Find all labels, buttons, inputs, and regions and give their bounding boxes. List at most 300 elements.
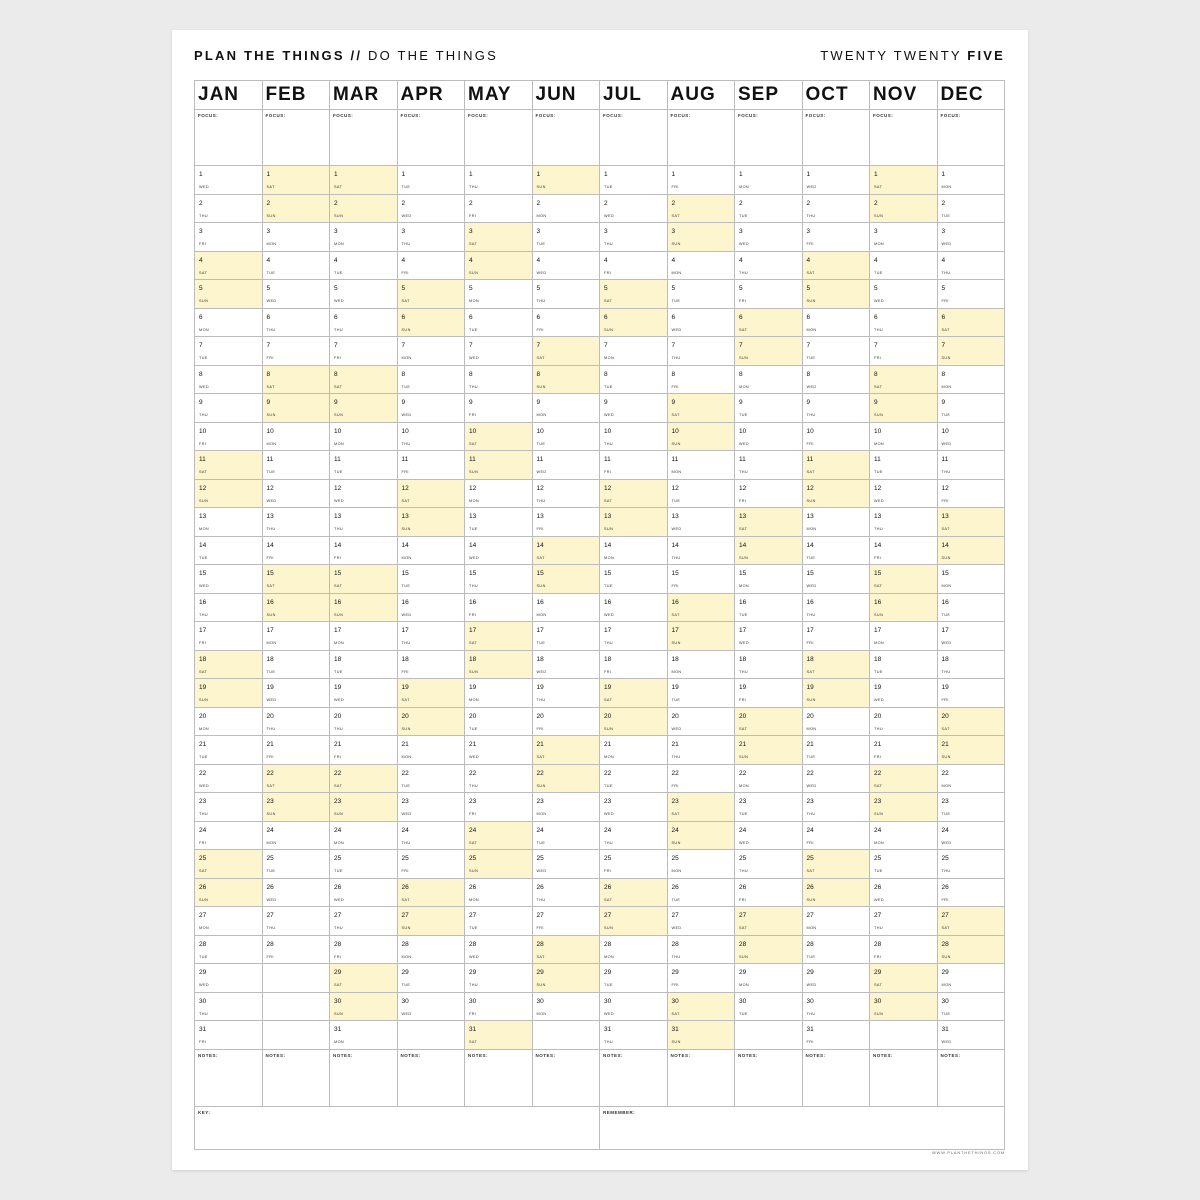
notes-cell-nov[interactable] [870,1049,938,1106]
day-cell[interactable] [600,536,668,565]
day-cell[interactable] [937,907,1005,936]
day-cell[interactable] [937,166,1005,195]
day-cell[interactable] [330,736,398,765]
day-cell[interactable] [532,679,600,708]
day-cell[interactable] [330,850,398,879]
notes-cell-sep[interactable] [735,1049,803,1106]
day-cell[interactable] [465,992,533,1021]
day-cell[interactable] [667,394,735,423]
day-cell[interactable] [735,992,803,1021]
day-cell[interactable] [870,821,938,850]
day-cell[interactable] [735,707,803,736]
day-cell[interactable] [195,593,263,622]
day-cell[interactable] [937,764,1005,793]
day-cell[interactable] [600,878,668,907]
day-cell[interactable] [195,964,263,993]
day-cell[interactable] [937,736,1005,765]
focus-cell-jun[interactable] [532,110,600,166]
day-cell[interactable] [262,565,330,594]
day-cell[interactable] [802,508,870,537]
notes-cell-dec[interactable] [937,1049,1005,1106]
day-cell[interactable] [397,166,465,195]
day-cell[interactable] [330,1021,398,1050]
day-cell[interactable] [397,764,465,793]
day-cell[interactable] [600,992,668,1021]
day-cell[interactable] [465,308,533,337]
day-cell[interactable] [465,622,533,651]
day-cell[interactable] [667,707,735,736]
day-cell[interactable] [667,422,735,451]
day-cell[interactable] [195,878,263,907]
day-cell[interactable] [802,365,870,394]
day-cell[interactable] [262,365,330,394]
day-cell[interactable] [937,707,1005,736]
day-cell[interactable] [195,337,263,366]
day-cell[interactable] [870,679,938,708]
day-cell[interactable] [330,308,398,337]
day-cell[interactable] [465,679,533,708]
day-cell[interactable] [532,878,600,907]
day-cell[interactable] [262,166,330,195]
day-cell[interactable] [195,935,263,964]
day-cell[interactable] [262,736,330,765]
day-cell[interactable] [465,479,533,508]
focus-cell-sep[interactable] [735,110,803,166]
day-cell[interactable] [735,935,803,964]
day-cell[interactable] [870,650,938,679]
day-cell[interactable] [465,907,533,936]
day-cell[interactable] [195,479,263,508]
day-cell[interactable] [667,166,735,195]
day-cell[interactable] [262,850,330,879]
day-cell[interactable] [735,479,803,508]
day-cell[interactable] [802,622,870,651]
day-cell[interactable] [195,223,263,252]
day-cell[interactable] [870,964,938,993]
day-cell[interactable] [667,964,735,993]
day-cell[interactable] [735,964,803,993]
day-cell[interactable] [397,622,465,651]
day-cell[interactable] [465,536,533,565]
day-cell[interactable] [802,251,870,280]
day-cell[interactable] [330,878,398,907]
day-cell[interactable] [465,223,533,252]
focus-cell-apr[interactable] [397,110,465,166]
day-cell[interactable] [195,194,263,223]
day-cell[interactable] [735,337,803,366]
day-cell[interactable] [195,536,263,565]
day-cell[interactable] [532,508,600,537]
day-cell[interactable] [937,337,1005,366]
day-cell[interactable] [195,622,263,651]
day-cell[interactable] [735,650,803,679]
day-cell[interactable] [262,479,330,508]
day-cell[interactable] [397,650,465,679]
day-cell[interactable] [667,251,735,280]
day-cell[interactable] [600,850,668,879]
focus-cell-aug[interactable] [667,110,735,166]
day-cell[interactable] [735,736,803,765]
day-cell[interactable] [330,935,398,964]
day-cell[interactable] [600,707,668,736]
day-cell[interactable] [937,422,1005,451]
day-cell[interactable] [532,992,600,1021]
day-cell[interactable] [937,821,1005,850]
day-cell[interactable] [262,622,330,651]
focus-cell-jan[interactable] [195,110,263,166]
day-cell[interactable] [600,166,668,195]
day-cell[interactable] [937,251,1005,280]
day-cell[interactable] [397,422,465,451]
day-cell[interactable] [802,821,870,850]
day-cell[interactable] [397,337,465,366]
day-cell[interactable] [802,650,870,679]
day-cell[interactable] [532,793,600,822]
day-cell[interactable] [937,308,1005,337]
day-cell[interactable] [330,194,398,223]
day-cell[interactable] [735,166,803,195]
day-cell[interactable] [735,821,803,850]
day-cell[interactable] [532,365,600,394]
day-cell[interactable] [870,337,938,366]
key-cell[interactable] [195,1106,600,1149]
day-cell[interactable] [465,650,533,679]
day-cell[interactable] [735,451,803,480]
day-cell[interactable] [802,166,870,195]
day-cell[interactable] [397,451,465,480]
day-cell[interactable] [397,508,465,537]
day-cell[interactable] [870,280,938,309]
day-cell[interactable] [667,907,735,936]
day-cell[interactable] [600,565,668,594]
day-cell[interactable] [532,337,600,366]
day-cell[interactable] [735,593,803,622]
day-cell[interactable] [330,593,398,622]
day-cell[interactable] [937,508,1005,537]
day-cell[interactable] [667,821,735,850]
day-cell[interactable] [937,365,1005,394]
day-cell[interactable] [262,593,330,622]
day-cell[interactable] [330,251,398,280]
day-cell[interactable] [195,992,263,1021]
day-cell[interactable] [532,394,600,423]
day-cell[interactable] [262,308,330,337]
day-cell[interactable] [600,935,668,964]
focus-cell-may[interactable] [465,110,533,166]
day-cell[interactable] [667,736,735,765]
notes-cell-aug[interactable] [667,1049,735,1106]
day-cell[interactable] [735,878,803,907]
day-cell[interactable] [600,280,668,309]
day-cell[interactable] [465,764,533,793]
day-cell[interactable] [330,793,398,822]
day-cell[interactable] [870,907,938,936]
day-cell[interactable] [195,280,263,309]
day-cell[interactable] [667,764,735,793]
day-cell[interactable] [667,508,735,537]
day-cell[interactable] [532,451,600,480]
day-cell[interactable] [937,1021,1005,1050]
day-cell[interactable] [397,251,465,280]
notes-cell-jan[interactable] [195,1049,263,1106]
day-cell[interactable] [532,223,600,252]
day-cell[interactable] [262,280,330,309]
day-cell[interactable] [600,679,668,708]
day-cell[interactable] [870,308,938,337]
day-cell[interactable] [262,451,330,480]
day-cell[interactable] [465,1021,533,1050]
day-cell[interactable] [937,650,1005,679]
day-cell[interactable] [600,508,668,537]
day-cell[interactable] [262,536,330,565]
day-cell[interactable] [870,194,938,223]
day-cell[interactable] [870,622,938,651]
day-cell[interactable] [667,593,735,622]
day-cell[interactable] [195,422,263,451]
day-cell[interactable] [465,508,533,537]
day-cell[interactable] [465,166,533,195]
day-cell[interactable] [262,878,330,907]
day-cell[interactable] [397,850,465,879]
day-cell[interactable] [937,194,1005,223]
day-cell[interactable] [195,707,263,736]
day-cell[interactable] [262,194,330,223]
day-cell[interactable] [195,907,263,936]
day-cell[interactable] [262,793,330,822]
notes-cell-may[interactable] [465,1049,533,1106]
day-cell[interactable] [262,337,330,366]
day-cell[interactable] [802,992,870,1021]
day-cell[interactable] [195,764,263,793]
day-cell[interactable] [735,223,803,252]
day-cell[interactable] [330,764,398,793]
day-cell[interactable] [397,679,465,708]
day-cell[interactable] [667,878,735,907]
day-cell[interactable] [195,308,263,337]
notes-cell-jul[interactable] [600,1049,668,1106]
day-cell[interactable] [397,223,465,252]
day-cell[interactable] [465,935,533,964]
day-cell[interactable] [870,365,938,394]
day-cell[interactable] [870,593,938,622]
day-cell[interactable] [667,622,735,651]
day-cell[interactable] [397,821,465,850]
day-cell[interactable] [735,850,803,879]
day-cell[interactable] [937,593,1005,622]
day-cell[interactable] [195,793,263,822]
day-cell[interactable] [937,793,1005,822]
day-cell[interactable] [397,992,465,1021]
day-cell[interactable] [532,850,600,879]
day-cell[interactable] [465,451,533,480]
day-cell[interactable] [532,935,600,964]
day-cell[interactable] [330,565,398,594]
day-cell[interactable] [600,764,668,793]
day-cell[interactable] [330,707,398,736]
day-cell[interactable] [330,622,398,651]
day-cell[interactable] [802,451,870,480]
day-cell[interactable] [532,166,600,195]
day-cell[interactable] [937,622,1005,651]
day-cell[interactable] [870,935,938,964]
day-cell[interactable] [600,793,668,822]
day-cell[interactable] [465,251,533,280]
day-cell[interactable] [667,479,735,508]
day-cell[interactable] [465,422,533,451]
day-cell[interactable] [397,793,465,822]
day-cell[interactable] [330,536,398,565]
day-cell[interactable] [600,337,668,366]
focus-cell-feb[interactable] [262,110,330,166]
day-cell[interactable] [330,992,398,1021]
day-cell[interactable] [802,935,870,964]
day-cell[interactable] [667,679,735,708]
day-cell[interactable] [735,365,803,394]
day-cell[interactable] [735,536,803,565]
day-cell[interactable] [735,622,803,651]
notes-cell-oct[interactable] [802,1049,870,1106]
day-cell[interactable] [532,764,600,793]
day-cell[interactable] [262,821,330,850]
day-cell[interactable] [397,935,465,964]
day-cell[interactable] [330,451,398,480]
day-cell[interactable] [802,194,870,223]
day-cell[interactable] [532,736,600,765]
day-cell[interactable] [262,223,330,252]
day-cell[interactable] [330,337,398,366]
day-cell[interactable] [735,280,803,309]
day-cell[interactable] [802,422,870,451]
day-cell[interactable] [600,479,668,508]
day-cell[interactable] [330,821,398,850]
day-cell[interactable] [600,622,668,651]
day-cell[interactable] [532,622,600,651]
day-cell[interactable] [802,707,870,736]
day-cell[interactable] [195,451,263,480]
day-cell[interactable] [330,679,398,708]
day-cell[interactable] [870,223,938,252]
day-cell[interactable] [465,337,533,366]
day-cell[interactable] [262,907,330,936]
day-cell[interactable] [667,793,735,822]
day-cell[interactable] [532,565,600,594]
day-cell[interactable] [532,251,600,280]
day-cell[interactable] [802,536,870,565]
day-cell[interactable] [802,1021,870,1050]
day-cell[interactable] [667,992,735,1021]
day-cell[interactable] [802,394,870,423]
day-cell[interactable] [195,679,263,708]
day-cell[interactable] [802,565,870,594]
day-cell[interactable] [532,280,600,309]
day-cell[interactable] [667,223,735,252]
day-cell[interactable] [465,593,533,622]
day-cell[interactable] [937,536,1005,565]
day-cell[interactable] [937,223,1005,252]
day-cell[interactable] [465,964,533,993]
day-cell[interactable] [735,764,803,793]
day-cell[interactable] [870,251,938,280]
day-cell[interactable] [937,935,1005,964]
day-cell[interactable] [870,992,938,1021]
day-cell[interactable] [870,508,938,537]
day-cell[interactable] [195,394,263,423]
day-cell[interactable] [397,194,465,223]
day-cell[interactable] [937,992,1005,1021]
day-cell[interactable] [397,365,465,394]
day-cell[interactable] [735,565,803,594]
day-cell[interactable] [600,736,668,765]
day-cell[interactable] [397,907,465,936]
day-cell[interactable] [195,251,263,280]
day-cell[interactable] [600,593,668,622]
day-cell[interactable] [870,536,938,565]
day-cell[interactable] [802,907,870,936]
day-cell[interactable] [532,964,600,993]
day-cell[interactable] [735,194,803,223]
day-cell[interactable] [330,223,398,252]
day-cell[interactable] [397,565,465,594]
day-cell[interactable] [465,565,533,594]
notes-cell-apr[interactable] [397,1049,465,1106]
day-cell[interactable] [600,821,668,850]
day-cell[interactable] [600,451,668,480]
day-cell[interactable] [870,166,938,195]
day-cell[interactable] [870,479,938,508]
day-cell[interactable] [330,166,398,195]
day-cell[interactable] [397,878,465,907]
day-cell[interactable] [870,850,938,879]
day-cell[interactable] [465,280,533,309]
day-cell[interactable] [870,565,938,594]
day-cell[interactable] [667,565,735,594]
day-cell[interactable] [532,821,600,850]
day-cell[interactable] [870,451,938,480]
day-cell[interactable] [802,679,870,708]
focus-cell-oct[interactable] [802,110,870,166]
day-cell[interactable] [802,964,870,993]
day-cell[interactable] [600,964,668,993]
day-cell[interactable] [870,736,938,765]
day-cell[interactable] [465,707,533,736]
day-cell[interactable] [397,394,465,423]
day-cell[interactable] [600,194,668,223]
day-cell[interactable] [735,422,803,451]
day-cell[interactable] [802,223,870,252]
day-cell[interactable] [802,308,870,337]
day-cell[interactable] [667,280,735,309]
day-cell[interactable] [870,394,938,423]
day-cell[interactable] [667,308,735,337]
day-cell[interactable] [397,280,465,309]
day-cell[interactable] [532,593,600,622]
day-cell[interactable] [465,394,533,423]
day-cell[interactable] [262,394,330,423]
day-cell[interactable] [667,935,735,964]
day-cell[interactable] [870,878,938,907]
day-cell[interactable] [465,194,533,223]
notes-cell-jun[interactable] [532,1049,600,1106]
day-cell[interactable] [667,365,735,394]
day-cell[interactable] [802,337,870,366]
day-cell[interactable] [465,365,533,394]
day-cell[interactable] [667,850,735,879]
day-cell[interactable] [937,280,1005,309]
day-cell[interactable] [937,679,1005,708]
day-cell[interactable] [802,280,870,309]
day-cell[interactable] [802,850,870,879]
day-cell[interactable] [330,422,398,451]
